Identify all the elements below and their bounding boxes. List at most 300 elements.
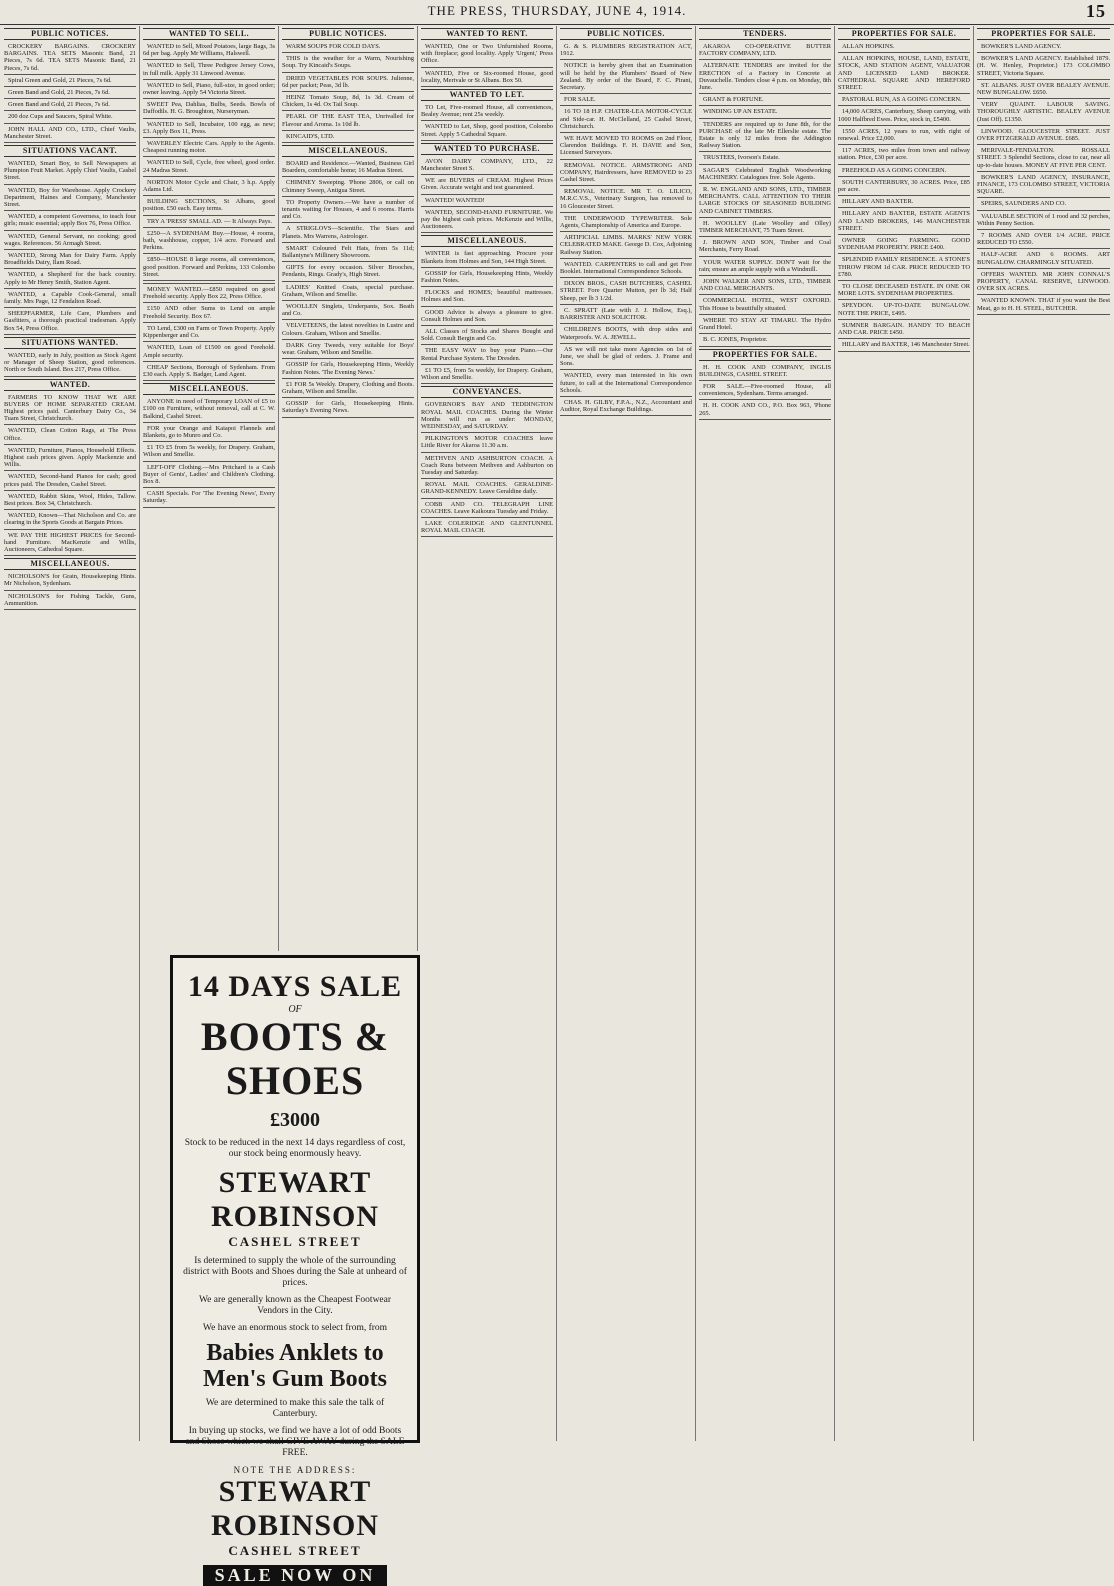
ad-divider: [4, 142, 136, 143]
ad-divider: [838, 207, 970, 208]
ad-divider: [143, 253, 275, 254]
ad-divider: [838, 253, 970, 254]
classified-ad: AVON DAIRY COMPANY, LTD., 22 Manchester Street S.: [421, 157, 553, 173]
ad-divider: [4, 74, 136, 75]
ad-divider: [699, 275, 831, 276]
ad-divider: [977, 248, 1110, 249]
ad-divider: [838, 234, 970, 235]
ad-divider: [560, 159, 692, 160]
ad-divider: [282, 130, 414, 131]
classified-ad: H. WOOLLEY (Late Woolley and Olley) TIMBER MERCHANT, 75 Tuam Street.: [699, 219, 831, 235]
classified-ad: WANTED, Five or Six-roomed House, good locality, Merivale or St Albans. Box 50.: [421, 69, 553, 84]
section-header: TENDERS.: [699, 28, 831, 40]
classified-ad: WANTED to Sell, Mixed Potatoes, large Bags, 3s 6d per bag. Apply Mr Williams, Halswell.: [143, 43, 275, 58]
classified-ad: OWNER GOING FARMING. GOOD SYDENHAM PROPERTY. PRICE £400.: [838, 237, 970, 252]
classified-ad: MERIVALE-FENDALTON. ROSSALL STREET. 3 Splendid Sections, close to car, near all up-to-date houses. MONEY AT FIVE PER CENT.: [977, 147, 1110, 169]
ad-divider: [560, 231, 692, 232]
section-header: MISCELLANEOUS.: [143, 383, 275, 395]
classified-ad: WE HAVE MOVED TO ROOMS on 2nd Floor, Clarendon Buildings. F. H. DAVIE and Son, Licensed Surveyors.: [560, 135, 692, 157]
ad-divider: [4, 307, 136, 308]
classified-ad: BOWKER'S LAND AGENCY. Established 1879. (H. W. Henley, Proprietor.) 173 COLOMBO STREET, Victoria Square.: [977, 55, 1110, 77]
ad-divider: [560, 304, 692, 305]
classified-ad: WOOLLEN Singlets, Underpants, Sox. Beath and Co.: [282, 303, 414, 318]
ad-divider: [838, 105, 970, 106]
ad-divider: [560, 343, 692, 344]
ad-divider: [421, 174, 553, 175]
ad-divider: [143, 137, 275, 138]
classified-ad: SHEEPFARMER, Life Care, Plumbers and Gasfitters, a thorough practical tradesman. Apply Box 54, Press Office.: [4, 310, 136, 332]
ad-divider: [4, 470, 136, 471]
ad-divider: [838, 299, 970, 300]
ad-divider: [4, 249, 136, 250]
ad-of: OF: [288, 1004, 302, 1015]
ad-babies-anklets: Babies Anklets to Men's Gum Boots: [202, 1340, 387, 1392]
classified-ad: FARMERS TO KNOW THAT WE ARE BUYERS OF HOME SEPARATED CREAM. Highest prices paid. Canterbury Dairy Co., 34 Tuam Street, Christchurch.: [4, 393, 136, 423]
classified-ad: HILLARY AND BAXTER.: [842, 198, 914, 206]
ad-divider: [282, 142, 414, 143]
ad-divider: [699, 236, 831, 237]
ad-divider: [143, 302, 275, 303]
ad-divider: [421, 206, 553, 207]
divider: [143, 283, 275, 284]
ad-divider: [838, 280, 970, 281]
classified-ad: NICHOLSON'S for Grain, Housekeeping Hints. Mr Nicholson, Sydenham.: [4, 573, 136, 588]
classified-ad: SPEIRS, SAUNDERS AND CO.: [981, 200, 1067, 208]
classified-ad: GOSSIP for Girls, Housekeeping Hints, Weekly Fashion Notes.: [421, 269, 553, 285]
ad-divider: [421, 67, 553, 68]
classified-ad: ANYONE in need of Temporary LOAN of £5 to £100 on Furniture, without removal, call at C. W. Balkind, Cashel Street.: [143, 398, 275, 420]
classified-ad: WE PAY THE HIGHEST PRICES for Second-hand Furniture. MacKenzie and Willis, Auctioneers, Cathedral Square.: [4, 531, 136, 553]
classified-ad: WANTED to Sell, Piano, full-size, in good order; owner leaving. Apply 54 Victoria Street.: [143, 81, 275, 97]
ad-divider: [4, 555, 136, 556]
classified-ad: GOSSIP for Girls, Housekeeping Hints, Weekly Fashion Notes. 'The Evening News.': [282, 361, 414, 376]
ad-divider: [838, 93, 970, 94]
classified-ad: 14,000 ACRES, Canterbury, Sheep carrying, with 1000 Halfbred Ewes. Price, stock in, £5400.: [838, 108, 970, 123]
classified-ad: BOWKER'S LAND AGENCY, INSURANCE, FINANCE, 173 COLOMBO STREET, VICTORIA SQUARE.: [977, 173, 1110, 196]
ad-divider: [143, 280, 275, 281]
ad-divider: [560, 59, 692, 60]
ad-divider: [838, 144, 970, 145]
classified-ad: WANTED, Loan of £1500 on good Freehold. Ample security.: [143, 344, 275, 359]
classified-ad: PEARL OF THE EAST TEA, Unrivalled for Flavour and Aroma. 1s 10d lb.: [282, 113, 414, 128]
ad-divider: [282, 110, 414, 111]
ad-divider: [4, 444, 136, 445]
classified-ad: WANTED to Sell, Cycle, free wheel, good order. 24 Madras Street.: [143, 159, 275, 174]
ad-divider: [143, 341, 275, 342]
classified-ad: LEFT-OFF Clothing.—Mrs Pritchard is a Cash Buyer of Gents', Ladies' and Children's Clothing. Box 8.: [143, 463, 275, 485]
ad-divider: [699, 183, 831, 184]
ad-divider: [838, 351, 970, 352]
classified-ad: REMOVAL NOTICE. MR T. O. LILICO, M.R.C.V.S., Veterinary Surgeon, has removed to 16 Gloucester Street.: [560, 188, 692, 210]
classified-ad: BOARD and Residence.—Wanted, Business Girl Boarders, comfortable home; 16 Madras Street.: [282, 160, 414, 175]
ad-divider: [282, 72, 414, 73]
classified-ad: WANTED KNOWN. THAT if you want the Best Meat, go to H. H. STEEL, BUTCHER.: [977, 297, 1110, 312]
ad-divider: [699, 151, 831, 152]
ad-divider: [838, 195, 970, 196]
ad-paragraph-5: We are determined to make this sale the talk of Canterbury.: [205, 1398, 385, 1419]
ad-divider: [282, 397, 414, 398]
classified-ad: TO CLOSE DECEASED ESTATE. IN ONE OR MORE LOTS. SYDENHAM PROPERTIES.: [838, 283, 970, 298]
classified-ad: NORTON Motor Cycle and Chair, 3 h.p. Apply Adams Ltd.: [143, 178, 275, 194]
ad-divider: [421, 286, 553, 287]
ad-divider: [421, 267, 553, 268]
classified-ad: FOR SALE.: [564, 96, 596, 104]
ad-divider: [977, 197, 1110, 198]
classified-ad: BOWKER'S LAND AGENCY.: [981, 43, 1062, 50]
classified-ad: PILKINGTON'S MOTOR COACHES leave Little River for Akaroa 11.30 a.m.: [421, 435, 553, 450]
ad-divider: [977, 52, 1110, 53]
ad-divider: [282, 91, 414, 92]
ad-paragraph-2: Is determined to supply the whole of the surrounding district with Boots and Shoes during the Sale at unheard of prices.: [183, 1256, 407, 1288]
classified-ad: WANTED, Strong Man for Dairy Farm. Apply Broadfields Dairy, Ilam Road.: [4, 252, 136, 267]
classified-ad: CHAS. H. GILBY, F.P.A., N.Z., Accountant and Auditor, Royal Exchange Buildings.: [560, 398, 692, 414]
classified-ad: 7 ROOMS AND OVER 1/4 ACRE. PRICE REDUCED TO £550.: [977, 232, 1110, 247]
classified-ad: MONEY WANTED.—£850 required on good Freehold security. Apply Box 22, Press Office.: [143, 286, 275, 301]
classified-ad: TO Property Owners.—We have a number of tenants waiting for Houses, 4 and 6 rooms. Harris and Co.: [282, 198, 414, 221]
classified-ad: HALF-ACRE AND 6 ROOMS. ART BUNGALOW. CHARMINGLY SITUATED.: [977, 251, 1110, 266]
ad-divider: [421, 383, 553, 384]
classified-ad: WANTED, One or Two Unfurnished Rooms, with fireplace; good locality. Apply 'Urgent,' Press Office.: [421, 43, 553, 65]
page-number: 15: [1086, 1, 1106, 21]
ad-divider: [560, 93, 692, 94]
classified-ad: WANTED, Boy for Warehouse. Apply Crockery Department, Haines and Company, Manchester Street.: [4, 186, 136, 209]
classified-ad: HILLARY AND BAXTER, ESTATE AGENTS AND LAND BROKERS, 146 MANCHESTER STREET.: [838, 210, 970, 232]
ad-divider: [4, 210, 136, 211]
column-1: [1, 26, 140, 1441]
classified-ad: GOSSIP for Girls, Housekeeping Hints. Saturday's Evening News.: [282, 400, 414, 415]
ad-divider: [560, 212, 692, 213]
ad-amount: £3000: [270, 1109, 320, 1131]
ad-divider: [4, 110, 136, 111]
column-2: [140, 26, 279, 951]
classified-ad: WANTED, a Capable Cook-General, small family. Mrs Page, 12 Fendalton Road.: [4, 290, 136, 306]
classified-ad: C. SPRATT (Late with J. J. Hollow, Esq.), BARRISTER AND SOLICITOR.: [560, 306, 692, 322]
section-header: MISCELLANEOUS.: [4, 558, 136, 570]
classified-ad: THE UNDERWOOD TYPEWRITER. Sole Agents, Championship of America and Europe.: [560, 214, 692, 230]
classified-ad: ROYAL MAIL COACHES. GERALDINE-GRAND-KENNEDY. Leave Geraldine daily.: [421, 481, 553, 496]
classified-ad: SWEET Pea, Dahlias, Bulbs, Seeds. Bowls of Daffodils. H. G. Broughton, Nurseryman.: [143, 101, 275, 116]
classified-ad: WANTED. CARPENTERS to call and get Free Booklet. International Correspondence Schools.: [560, 260, 692, 276]
classified-ad: REMOVAL NOTICE. ARMSTRONG AND COMPANY, Hairdressers, have REMOVED to 23 Cashel Street.: [560, 161, 692, 184]
ad-divider: [421, 344, 553, 345]
ad-divider: [282, 242, 414, 243]
classified-ad: WINDING UP AN ESTATE.: [703, 108, 778, 116]
ad-divider: [282, 378, 414, 379]
classified-ad: GIFTS for every occasion. Silver Brooches, Pendants, Rings. Grady's, High Street.: [282, 264, 414, 279]
ad-divider: [699, 333, 831, 334]
ad-divider: [143, 215, 275, 216]
ad-sale-now-on: SALE NOW ON: [203, 1565, 387, 1586]
classified-ad: ST. ALBANS. JUST OVER BEALEY AVENUE. NEW BUNGALOW. £650.: [977, 81, 1110, 97]
ad-divider: [977, 314, 1110, 315]
ad-cashel-street-2: CASHEL STREET: [228, 1543, 362, 1558]
ad-divider: [699, 314, 831, 315]
classified-ad: WANTED, Second-hand Pianos for cash; good prices paid. The Dresden, Cashel Street.: [4, 473, 136, 488]
classified-ad: WANTED, Rabbit Skins, Wool, Hides, Tallow. Best prices. Box 34, Christchurch.: [4, 492, 136, 507]
classified-ad: WANTED, early in July, position as Stock Agent or Manager of Sheep Station, good references. North or South Island. Box 217, Press Office.: [4, 351, 136, 374]
ad-divider: [143, 156, 275, 157]
classified-ad: JOHN HALL AND CO., LTD., Chief Vaults, Manchester Street.: [4, 125, 136, 140]
classified-ad: R. W. ENGLAND AND SONS, LTD., TIMBER MERCHANTS. CALL ATTENTION TO THEIR LARGE STOCKS OF SEASONED BUILDING AND CABINET TIMBERS.: [699, 186, 831, 215]
ad-stewart-robinson-2: STEWART ROBINSON: [210, 1475, 380, 1542]
ad-divider: [699, 93, 831, 94]
ad-divider: [421, 478, 553, 479]
classified-ad: 1550 ACRES, 12 years to run, with right of renewal. Price £2,000.: [838, 127, 970, 143]
classified-ad: DARK Grey Tweeds, very suitable for Boys' wear. Graham, Wilson and Smellie.: [282, 341, 414, 357]
ad-divider: [838, 164, 970, 165]
classified-ad: ALLAN HOPKINS.: [842, 43, 895, 50]
ad-divider: [143, 361, 275, 362]
section-header: PUBLIC NOTICES.: [560, 28, 692, 40]
ad-divider: [977, 294, 1110, 295]
classified-ad: WANTED, a competent Governess, to teach four girls; music essential; apply Box 76, Press Office.: [4, 213, 136, 228]
classified-ad: WAVERLEY Electric Cars. Apply to the Agents. Cheapest running motor.: [143, 140, 275, 155]
ad-paragraph-3: We are generally known as the Cheapest Footwear Vendors in the City.: [198, 1295, 392, 1316]
classified-ad: ARTIFICIAL LIMBS. MARKS' NEW YORK CELEBRATED MAKE. George D. Cox, Adjoining Railway Station.: [560, 234, 692, 256]
classified-ad: Spiral Green and Gold, 21 Pieces, 7s 6d.: [8, 76, 112, 84]
classified-ad: LADIES' Knitted Coats, special purchase. Graham, Wilson and Smellie.: [282, 283, 414, 298]
column-4: [418, 26, 557, 1441]
classified-ad: SMART Coloured Felt Hats, from 5s 11d; Ballantyne's Millinery Showroom.: [282, 244, 414, 260]
ad-stewart-robinson: STEWART ROBINSON: [210, 1166, 380, 1233]
ad-divider: [977, 125, 1110, 126]
classified-ad: VALUABLE SECTION of 1 rood and 32 perches, Within Penny Section.: [977, 212, 1110, 227]
ad-divider: [282, 222, 414, 223]
classified-ad: TRY A 'PRESS' SMALL AD. — It Always Pays.: [147, 217, 273, 225]
ad-divider: [421, 364, 553, 365]
ad-divider: [838, 125, 970, 126]
classified-ad: WANTED! WANTED!: [425, 196, 485, 204]
ad-divider: [282, 196, 414, 197]
ad-divider: [421, 517, 553, 518]
classified-ad: £250—A SYDENHAM Buy.—House, 4 rooms, bath, washhouse, copper, 1/4 acre. Forward and Perkins.: [143, 229, 275, 252]
ad-divider: [699, 399, 831, 400]
classified-ad: FOR your Orange and Kaiapoi Flannels and Blankets, go to Munro and Co.: [143, 424, 275, 439]
masthead: [0, 0, 1114, 25]
ad-divider: [143, 380, 275, 381]
classified-ad: WANTED, every man interested in his own future, to call at the International Correspondence Schools.: [560, 372, 692, 394]
classified-ad: TO Let, Five-roomed House, all conveniences, Bealey Avenue; rent 25s weekly.: [421, 104, 553, 119]
section-header: MISCELLANEOUS.: [421, 235, 553, 247]
ad-divider: [838, 176, 970, 177]
classified-ad: Green Band and Gold, 21 Pieces, 7s 6d.: [8, 101, 110, 109]
boots-shoes-advertisement: [170, 955, 420, 1585]
column-8: [974, 26, 1113, 1441]
classified-ad: ALL Classes of Stocks and Shares Bought and Sold. Consult Bergin and Co.: [421, 328, 553, 343]
ad-divider: [560, 258, 692, 259]
ad-divider: [4, 268, 136, 269]
ad-divider: [838, 338, 970, 339]
ad-divider: [143, 322, 275, 323]
ad-divider: [282, 339, 414, 340]
ad-divider: [282, 281, 414, 282]
ad-note-address: NOTE THE ADDRESS:: [233, 1465, 357, 1475]
ad-divider: [4, 424, 136, 425]
ad-divider: [699, 380, 831, 381]
classified-ad: TRUSTEES, Ivorson's Estate.: [703, 154, 780, 162]
ad-divider: [143, 195, 275, 196]
classified-ad: AKAROA CO-OPERATIVE BUTTER FACTORY COMPANY, LTD.: [699, 43, 831, 58]
section-header: CONVEYANCES.: [421, 386, 553, 398]
classified-ad: COBB AND CO. TELEGRAPH LINE COACHES. Leave Kaikoura Tuesday and Friday.: [421, 500, 553, 515]
ad-divider: [838, 319, 970, 320]
ad-divider: [4, 609, 136, 610]
classified-ad: DRIED VEGETABLES FOR SOUPS. Julienne, 6d per packet; Peas, 3d lb.: [282, 74, 414, 89]
ad-divider: [4, 529, 136, 530]
section-header: WANTED TO LET.: [421, 89, 553, 101]
ad-divider: [4, 86, 136, 87]
ad-divider: [143, 422, 275, 423]
classified-ad: AS we will not take more Agencies on 1st of June, we shall be glad of orders. J. Frame and Sons.: [560, 345, 692, 368]
column-3: [279, 26, 418, 951]
classified-ad: NICHOLSON'S for Fishing Tackle, Guns, Ammunition.: [4, 592, 136, 607]
ad-divider: [560, 396, 692, 397]
ad-divider: [282, 417, 414, 418]
ad-boots-shoes: BOOTS & SHOES: [200, 1014, 390, 1103]
classified-ad: CHIMNEY Sweeping. 'Phone 2806, or call on Chimney Sweep, Antigua Street.: [282, 179, 414, 194]
classified-ad: LINWOOD. GLOUCESTER STREET. JUST OVER FITZGERALD AVENUE. £685.: [977, 127, 1110, 143]
classified-ad: WANTED, General Servant, no cooking; good wages. References. 56 Armagh Street.: [4, 232, 136, 247]
ad-divider: [282, 261, 414, 262]
ad-cashel-street: CASHEL STREET: [228, 1234, 362, 1249]
section-header: PROPERTIES FOR SALE.: [977, 28, 1110, 40]
ad-divider: [4, 490, 136, 491]
classified-ad: SAGAR'S Celebrated English Woodworking MACHINERY. Catalogues free. Sole Agents.: [699, 166, 831, 181]
ad-paragraph-4: We have an enormous stock to select from, from: [202, 1323, 388, 1333]
ad-divider: [699, 59, 831, 60]
classified-ad: NOTICE is hereby given that an Examination will be held by the Plumbers' Board of New Zealand. By order of the Board, F. C. Pirani, Secretary.: [560, 62, 692, 92]
section-header: WANTED TO PURCHASE.: [421, 143, 553, 155]
classified-ad: WANTED to Sell, Incubator, 100 egg, as new; £3. Apply Box 11, Press.: [143, 120, 275, 135]
ad-divider: [421, 140, 553, 141]
classified-ad: HILLARY and BAXTER, 146 Manchester Street.: [842, 341, 970, 349]
classified-ad: WE are BUYERS of CREAM. Highest Prices Given. Accurate weight and test guaranteed.: [421, 177, 553, 192]
classified-ad: JOHN WALKER AND SONS, LTD., TIMBER AND COAL MERCHANTS.: [699, 278, 831, 293]
classified-ad: WANTED, Clean Cotton Rags, at The Press Office.: [4, 427, 136, 442]
section-header: WANTED TO RENT.: [421, 28, 553, 40]
classified-ad: £1 TO £5 from 5s weekly, for Drapery. Graham, Wilson and Smellie.: [143, 444, 275, 459]
classified-ad: FOR SALE.—Five-roomed House, all conveniences, Sydenham. Terms arranged.: [699, 382, 831, 398]
ad-divider: [282, 176, 414, 177]
ad-divider: [560, 369, 692, 370]
ad-divider: [699, 419, 831, 420]
classified-ad: SPEYDON. UP-TO-DATE BUNGALOW. NOTE THE PRICE, £495.: [838, 302, 970, 317]
classified-ad: THE EASY WAY to buy your Piano.—Our Rental Purchase System. The Dresden.: [421, 347, 553, 362]
classified-ad: BUILDING SECTIONS, St Albans, good position. £50 each. Easy terms.: [143, 198, 275, 213]
classified-ad: G. & S. PLUMBERS REGISTRATION ACT, 1912.: [560, 43, 692, 58]
ad-divider: [699, 164, 831, 165]
ad-divider: [699, 105, 831, 106]
ad-divider: [560, 415, 692, 416]
column-5: [557, 26, 696, 1441]
classified-ad: VELVETEENS, the latest novelties in Lustre and Colours. Graham, Wilson and Smellie.: [282, 322, 414, 337]
classified-ad: £850—HOUSE 8 large rooms, all conveniences, good position. Forward and Perkins, 133 Colombo Street.: [143, 256, 275, 278]
ad-divider: [560, 132, 692, 133]
ad-divider: [699, 294, 831, 295]
ad-divider: [421, 452, 553, 453]
section-header: WANTED TO SELL.: [143, 28, 275, 40]
classified-ad: GRANT & FORTUNE.: [703, 96, 764, 104]
classified-ad: £150 AND other Sums to Lend on ample Freehold Security. Box 67.: [143, 305, 275, 320]
section-header: PROPERTIES FOR SALE.: [838, 28, 970, 40]
masthead-title: THE PRESS, THURSDAY, JUNE 4, 1914.: [427, 3, 687, 18]
classified-ad: GOOD Advice is always a pleasure to give. Consult Holmes and Son.: [421, 308, 553, 323]
ad-paragraph-6: In buying up stocks, we find we have a lot of odd Boots and Shoes which we shall GIVE AWAY during the SALE FREE.: [185, 1426, 405, 1458]
ad-divider: [421, 325, 553, 326]
classified-ad: THIS is the weather for a Warm, Nourishing Soup. Try Kincaid's Soups.: [282, 55, 414, 70]
ad-divider: [977, 229, 1110, 230]
ad-divider: [143, 176, 275, 177]
ad-divider: [4, 376, 136, 377]
ad-divider: [977, 144, 1110, 145]
ad-divider: [282, 300, 414, 301]
classified-ad: ALLAN HOPKINS, HOUSE, LAND, ESTATE, STOCK, AND STATION AGENT, VALUATOR AND LICENSED LAND BROKER. CATHEDRAL SQUARE AND HEREFORD STREET.: [838, 55, 970, 92]
section-header: PUBLIC NOTICES.: [4, 28, 136, 40]
ad-divider: [560, 185, 692, 186]
ad-divider: [977, 171, 1110, 172]
classified-ad: FLOCKS and HOMES; beautiful mattresses. Holmes and Son.: [421, 289, 553, 304]
classified-ad: WANTED, Smart Boy, to Sell Newspapers at Plumpton Fruit Market. Apply Chief Vaults, Cashel Street.: [4, 160, 136, 182]
ad-divider: [143, 461, 275, 462]
ad-divider: [977, 210, 1110, 211]
ad-divider: [4, 230, 136, 231]
ad-divider: [143, 59, 275, 60]
classified-ad: 117 ACRES, two miles from town and railway station. Price, £30 per acre.: [838, 147, 970, 162]
ad-divider: [421, 194, 553, 195]
classified-ad: WANTED to Let, Shop, good position, Colombo Street. Apply 5 Cathedral Square.: [421, 123, 553, 138]
ad-divider: [143, 487, 275, 488]
classified-ad: £1 TO £5, from 5s weekly, for Drapery. Graham, Wilson and Smellie.: [421, 366, 553, 382]
classified-ad: CHILDREN'S BOOTS, with drop sides and Waterproofs. W. A. JEWELL.: [560, 326, 692, 341]
classified-ad: J. BROWN AND SON, Timber and Coal Merchants, Ferry Road.: [699, 239, 831, 254]
ad-headline: 14 DAYS SALE: [187, 970, 403, 1003]
ad-divider: [4, 123, 136, 124]
ad-divider: [560, 323, 692, 324]
classified-ad: VERY QUAINT. LABOUR SAVING. THOROUGHLY ARTISTIC. BEALEY AVENUE (Just Off). £1350.: [977, 101, 1110, 123]
ad-divider: [421, 498, 553, 499]
classified-ad: WANTED, SECOND-HAND FURNITURE. We pay the highest cash prices. McKenzie and Willis, Auctioneers.: [421, 208, 553, 231]
classified-ad: GOVERNOR'S BAY AND TEDDINGTON ROYAL MAIL COACHES. During the Winter Months will run as under: MONDAY, WEDNESDAY, and SATURDAY.: [421, 401, 553, 430]
classified-ad: HEINZ Tomato Soup, 8d, 1s 3d. Cream of Chicken, 1s 4d. Ox Tail Soup.: [282, 94, 414, 109]
ad-divider: [282, 358, 414, 359]
ad-divider: [421, 536, 553, 537]
ad-divider: [143, 507, 275, 508]
classified-ad: Green Band and Gold, 21 Pieces, 7s 6d.: [8, 89, 110, 97]
ad-divider: [421, 432, 553, 433]
ad-divider: [4, 334, 136, 335]
classified-ad: 200 doz Cups and Saucers, Spiral White.: [8, 113, 113, 121]
classified-ad: A STRIGLOVS—Scientific. The Stars and Planets. Mrs Warrens, Astrologer.: [282, 225, 414, 240]
ad-divider: [4, 184, 136, 185]
ad-divider: [421, 232, 553, 233]
classified-ad: WANTED, Furniture, Pianos, Household Effects. Highest cash prices given. Apply Mackenzie and Willis.: [4, 446, 136, 469]
classified-ad: WHERE TO STAY AT TIMARU. The Hydro Grand Hotel.: [699, 316, 831, 332]
classified-ad: YOUR WATER SUPPLY. DON'T wait for the rain; ensure an ample supply with a Windmill.: [699, 258, 831, 273]
ad-divider: [699, 256, 831, 257]
classified-ad: H. H. COOK AND CO., P.O. Box 963, 'Phone 265.: [699, 402, 831, 417]
ad-divider: [282, 319, 414, 320]
section-header: SITUATIONS WANTED.: [4, 337, 136, 349]
classified-ad: CASH Specials. For 'The Evening News', Every Saturday.: [143, 490, 275, 505]
classified-ad: H. H. COOK AND COMPANY, INGLIS BUILDINGS, CASHEL STREET.: [699, 363, 831, 378]
ad-divider: [4, 98, 136, 99]
column-6: [696, 26, 835, 1441]
ad-divider: [421, 86, 553, 87]
classified-ad: KINCAID'S, LTD.: [286, 132, 335, 140]
classified-ad: CHEAP Sections, Borough of Sydenham. From £30 each. Apply S. Badger, Land Agent.: [143, 363, 275, 378]
ad-divider: [699, 217, 831, 218]
ad-divider: [143, 79, 275, 80]
